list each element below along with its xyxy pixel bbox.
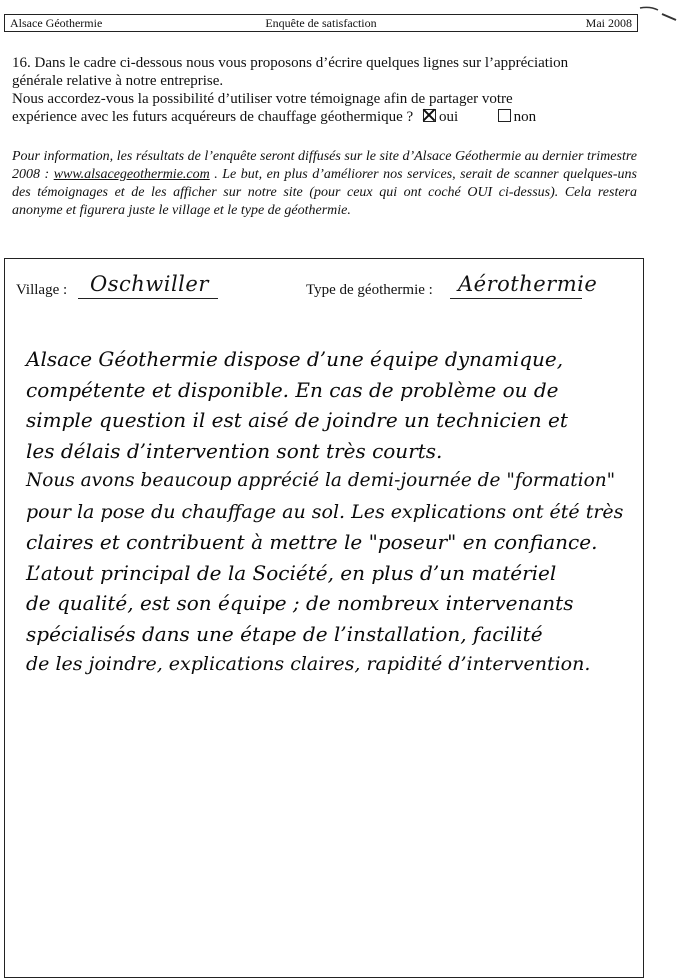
info-text-after: . Le but, en plus d’améliorer nos services, serait de scanner quelques-uns des témoignages et de les afficher sur notre site (pour ceux qui ont coché OUI ci-dessus). Cela restera anonyme et figurera juste le village et le type de géothermie.: [12, 167, 637, 218]
village-underline: [78, 298, 218, 299]
no-label: non: [513, 109, 537, 125]
info-text-before: Pour information, les résultats de l’enquête seront diffusés sur le site d’Alsace Géothermie au dernier trimestre 2008 :: [12, 149, 637, 182]
pen-mark-icon: [638, 4, 678, 28]
village-label: Village :: [16, 282, 68, 298]
yes-label: oui: [438, 109, 459, 125]
handwritten-line: simple question il est aisé de joindre un technicien et: [26, 408, 568, 432]
question-line: générale relative à notre entreprise.: [12, 73, 224, 89]
question-line: Nous accordez-vous la possibilité d’utiliser votre témoignage afin de partager votre: [12, 91, 513, 107]
question-text: expérience avec les futurs acquéreurs de chauffage géothermique ?: [12, 109, 414, 125]
village-value[interactable]: Oschwiller: [90, 272, 209, 296]
handwritten-line: L’atout principal de la Société, en plus d’un matériel: [26, 560, 557, 585]
type-label: Type de géothermie :: [306, 282, 433, 298]
question-line: 16. Dans le cadre ci-dessous nous vous proposons d’écrire quelques lignes sur l’appréciation: [12, 55, 569, 71]
document-header: [4, 14, 638, 32]
handwritten-line: Alsace Géothermie dispose d’une équipe dynamique,: [26, 347, 564, 371]
type-value[interactable]: Aérothermie: [458, 272, 598, 296]
no-checkbox[interactable]: [498, 109, 511, 122]
type-underline: [450, 298, 582, 299]
handwritten-line: compétente et disponible. En cas de problème ou de: [26, 377, 559, 402]
handwritten-line: les délais d’intervention sont très courts.: [26, 438, 443, 463]
handwritten-line: Nous avons beaucoup apprécié la demi-journée de "formation": [26, 470, 616, 491]
question-line: [12, 108, 652, 126]
header-date: Mai 2008: [585, 16, 632, 30]
handwritten-line: spécialisés dans une étape de l’installation, facilité: [26, 621, 543, 646]
handwritten-line: pour la pose du chauffage au sol. Les explications ont été très: [26, 500, 624, 523]
handwritten-line: claires et contribuent à mettre le "poseur" en confiance.: [26, 530, 598, 554]
handwritten-line: de les joindre, explications claires, rapidité d’intervention.: [26, 653, 591, 675]
yes-checkbox[interactable]: [423, 109, 436, 122]
header-title: Enquête de satisfaction: [265, 16, 377, 30]
info-paragraph: [12, 148, 637, 220]
header-company: Alsace Géothermie: [10, 16, 103, 30]
question-16: [12, 54, 652, 126]
handwritten-testimonial[interactable]: [26, 344, 638, 680]
handwritten-line: de qualité, est son équipe ; de nombreux intervenants: [26, 591, 574, 615]
website-link[interactable]: www.alsacegeothermie.com: [53, 167, 210, 182]
